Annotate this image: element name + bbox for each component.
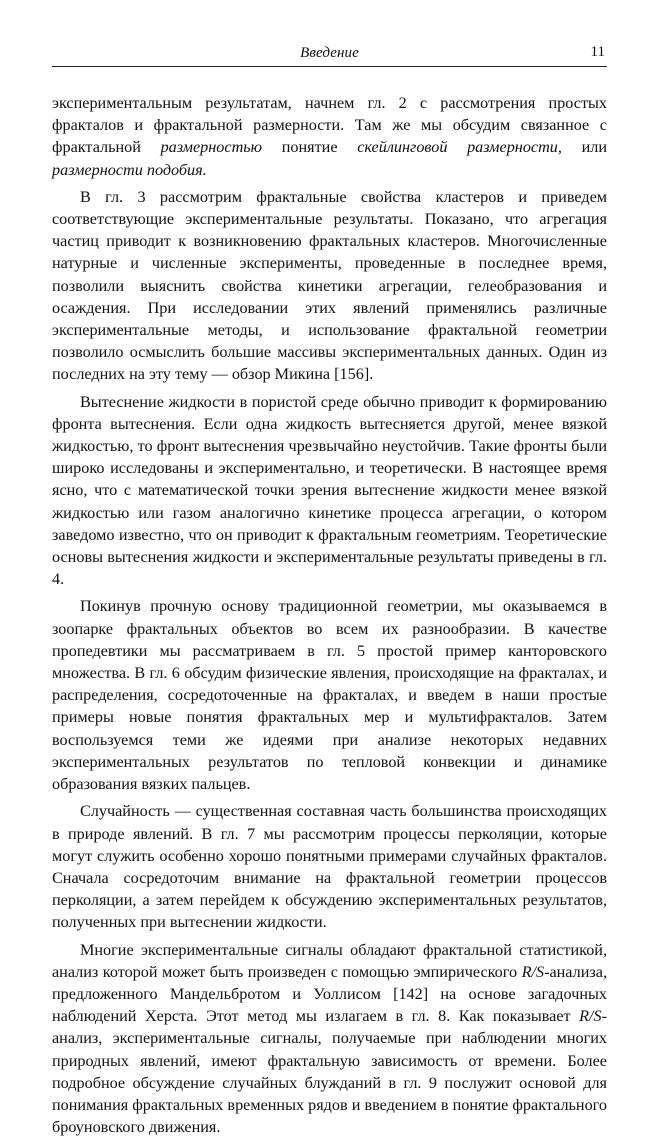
page-number: 11 [590,44,605,60]
paragraph-1-italic-term-1: размерностью [160,138,263,157]
paragraph-6-segment-1: Многие экспериментальные сигналы обладают фрактальной статистикой, анализ которой может быть произведен с помощью эмпирического [52,940,607,981]
paragraph-6-italic-rs-1: R/S [521,962,545,981]
paragraph-4-text: Покинув прочную основу традиционной геометрии, мы оказываемся в зоопарке фрактальных объектов во всем их разнообразии. В качестве пропедевтики мы рассматриваем в гл. 5 простой пример канторовского множества. В гл. 6 обсудим физические явления, происходящие на фракталах, и распределения, сосредоточенные на фракталах, и введем в наши простые примеры новые понятия фрактальных мер и мультифракталов. Затем воспользуемся теми же идеями при анализе некоторых недавних экспериментальных результатов по тепловой конвекции и динамике образования вязких пальцев. [52,597,607,794]
paragraph-3 [52,391,607,591]
running-header [52,42,607,67]
paragraph-5-text: Случайность — существенная составная часть большинства происходящих в природе явлений. В гл. 7 мы рассмотрим процессы перколяции, которые могут служить особенно хорошо понятными примерами случайных фракталов. Сначала сосредоточим внимание на фрактальной геометрии процессов перколяции, а затем перейдем к обсуждению экспериментальных результатов, полученных при вытеснении жидкости. [52,802,607,932]
paragraph-3-text: Вытеснение жидкости в пористой среде обычно приводит к формированию фронта вытеснения. Если одна жидкость вытесняется другой, менее вязкой жидкостью, то фронт вытеснения чрезвычайно неустойчив. Такие фронты были широко исследованы и экспериментально, и теоретически. В настоящее время ясно, что с математической точки зрения вытеснение жидкости менее вязкой жидкостью или газом аналогично кинетике процесса агрегации, о котором заведомо известно, что он приводит к фрактальным геометриям. Теоретические основы вытеснения жидкости и экспериментальные результаты приведены в гл. 4. [52,392,607,589]
paragraph-4 [52,595,607,795]
paragraph-6-italic-rs-2: R/S [579,1007,602,1026]
paragraph-5 [52,800,607,933]
paragraph-6-segment-3: -анализа, предложенного Мандельбротом и Уоллисом [142] на основе загадочных наблюдений Херста. Этот метод мы излагаем в гл. 8. Как показывает [52,962,607,1026]
paragraph-1-italic-term-2: скейлинговой размерности, [357,138,562,157]
paragraph-1-segment-1: экспериментальным результатам, начнем гл. 2 с рассмотрения простых фракталов и фрактальной размерности. Там же мы обсудим связанное с фрактальной [52,94,607,157]
paragraph-1-segment-3: понятие [262,138,358,157]
paragraph-1-italic-term-3: размерности подобия. [52,160,207,179]
body-text [52,92,607,1143]
paragraph-6 [52,939,607,1139]
paragraph-6-segment-5: -анализ, экспериментальные сигналы, получаемые при наблюдении многих природных явлений, имеют фрактальную зависимость от времени. Более подробное обсуждение случайных блужданий в гл. 9 послужит основой для понимания фрактальных временных рядов и введением в понятие фрактального броуновского движения. [52,1007,607,1137]
paragraph-1 [52,92,607,181]
running-title: Введение [300,45,359,61]
paragraph-2 [52,186,607,386]
paragraph-1-segment-5: или [561,138,608,157]
paragraph-2-text: В гл. 3 рассмотрим фрактальные свойства кластеров и приведем соответствующие экспериментальные результаты. Показано, что агрегация частиц приводит к возникновению фрактальных кластеров. Многочисленные натурные и численные эксперименты, проведенные в последнее время, позволили выяснить свойства кинетики агрегации, гелеобразования и осаждения. При исследовании этих явлений применялись различные экспериментальные методы, и использование фрактальной геометрии позволило осмыслить большие массивы экспериментальных данных. Один из последних на эту тему — обзор Микина [156]. [52,187,607,384]
